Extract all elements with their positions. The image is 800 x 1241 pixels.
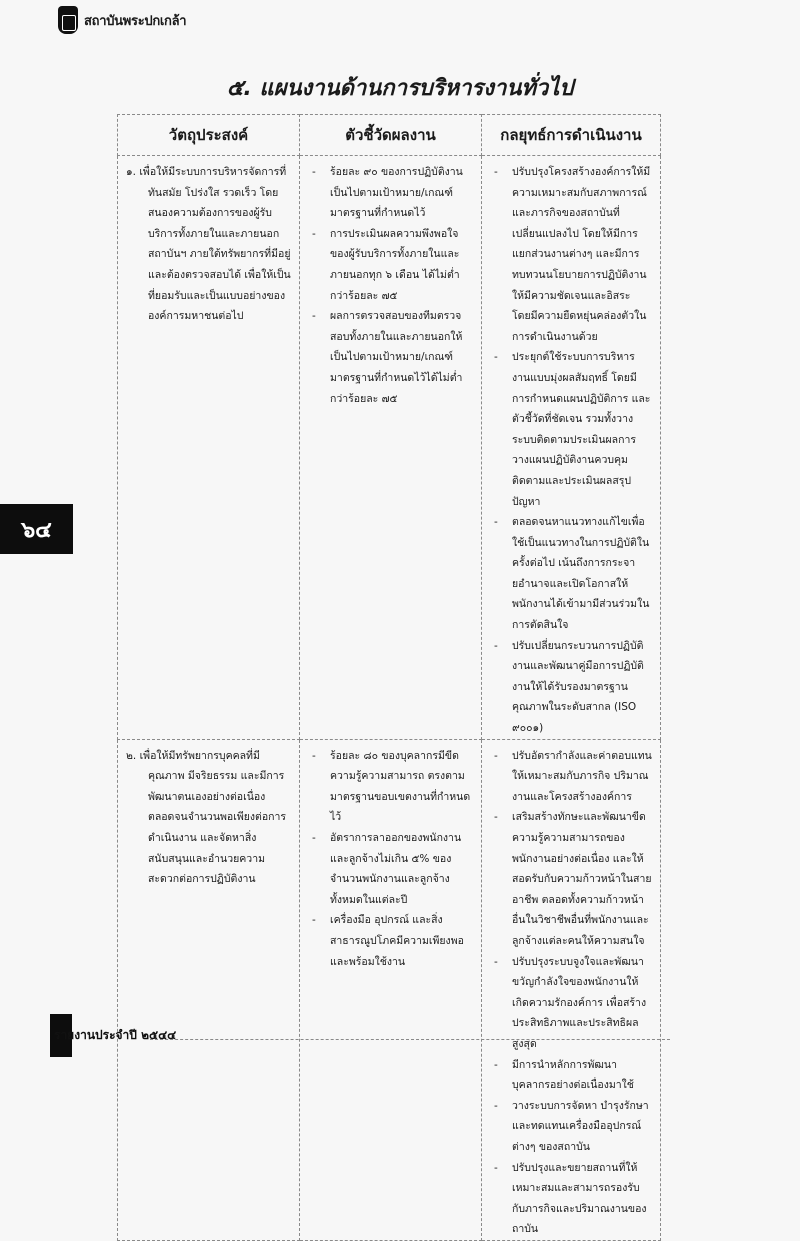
indicator-item: - ร้อยละ ๘๐ ของบุคลากรมีขีดความรู้ความสามารถ ตรงตามมาตรฐานขอบเขตงานที่กำหนดไว้ [308, 746, 473, 828]
indicators-cell [300, 739, 482, 1240]
column-header-objective: วัตถุประสงค์ [118, 115, 300, 156]
table-header-row [118, 115, 661, 156]
indicators-cell [300, 156, 482, 740]
page-footer [50, 1014, 670, 1057]
footer-rule [150, 1039, 670, 1040]
page-title: ๕. แผนงานด้านการบริหารงานทั่วไป [226, 76, 574, 101]
table-row [118, 156, 661, 740]
strategies-cell [482, 739, 661, 1240]
objective-cell [118, 739, 300, 1240]
strategy-item: - ปรับปรุงและขยายสถานที่ให้เหมาะสมและสามารถรองรับกับภารกิจและปริมาณงานของถาบัน [490, 1158, 652, 1240]
page-number-tab: ๖๔ [0, 504, 73, 554]
strategy-item: - มีการนำหลักการพัฒนาบุคลากรอย่างต่อเนื่องมาใช้ [490, 1055, 652, 1096]
objective-text: ๑. เพื่อให้มีระบบการบริหารจัดการที่ทันสมัย โปร่งใส รวดเร็ว โดยสนองความต้องการของผู้รับบริการทั้งภายในและภายนอกสถาบันฯ ภายใต้ทรัพยากรที่มีอยู่ และต้องตรวจสอบได้ เพื่อให้เป็นที่ยอมรับและเป็นแบบอย่างขององค์การมหาชนต่อไป [126, 166, 291, 323]
table-row [118, 739, 661, 1240]
indicator-item: - ร้อยละ ๙๐ ของการปฏิบัติงานเป็นไปตามเป้าหมาย/เกณฑ์มาตรฐานที่กำหนดไว้ [308, 162, 473, 224]
strategy-item: - เสริมสร้างทักษะและพัฒนาขีดความรู้ความสามารถของพนักงานอย่างต่อเนื่อง และให้สอดรับกับความก้าวหน้าในสายอาชีพ ตลอดทั้งความก้าวหน้าอื่นในวิชาชีพอื่นที่พนักงานและลูกจ้างแต่ละคนให้ความสนใจ [490, 807, 652, 951]
strategy-item: - ปรับอัตรากำลังและค่าตอบแทนให้เหมาะสมกับภารกิจ ปริมาณงานและโครงสร้างองค์การ [490, 746, 652, 808]
objective-cell [118, 156, 300, 740]
indicator-item: - การประเมินผลความพึงพอใจของผู้รับบริการทั้งภายในและภายนอกทุก ๖ เดือน ได้ไม่ต่ำกว่าร้อยละ ๗๕ [308, 224, 473, 306]
page-header [58, 6, 186, 34]
indicator-item: - ผลการตรวจสอบของทีมตรวจสอบทั้งภายในและภายนอกให้เป็นไปตามเป้าหมาย/เกณฑ์มาตรฐานที่กำหนดไว้ได้ไม่ต่ำกว่าร้อยละ ๗๕ [308, 306, 473, 409]
org-name: สถาบันพระปกเกล้า [84, 13, 187, 29]
footer-text: รายงานประจำปี ๒๕๔๔ [54, 1028, 177, 1042]
strategy-item: - ปรับปรุงระบบจูงใจและพัฒนาขวัญกำลังใจของพนักงานให้เกิดความรักองค์การ เพื่อสร้างประสิทธิภาพและประสิทธิผลสูงสุด [490, 952, 652, 1055]
strategy-item: - ปรับเปลี่ยนกระบวนการปฏิบัติงานและพัฒนาคู่มือการปฏิบัติงานให้ได้รับรองมาตรฐานคุณภาพในระดับสากล (ISO ๙๐๐๑) [490, 636, 652, 739]
strategy-item: - ตลอดจนหาแนวทางแก้ไขเพื่อใช้เป็นแนวทางในการปฏิบัติในครั้งต่อไป เน้นถึงการกระจายอำนาจและเปิดโอกาสให้พนักงานได้เข้ามามีส่วนร่วมในการตัดสินใจ [490, 512, 652, 636]
objective-text: ๒. เพื่อให้มีทรัพยากรบุคคลที่มีคุณภาพ มีจริยธรรม และมีการพัฒนาตนเองอย่างต่อเนื่อง ตลอดจนจำนวนพอเพียงต่อการดำเนินงาน และจัดหาสิ่งสนับสนุนและอำนวยความสะดวกต่อการปฏิบัติงาน [126, 749, 287, 886]
plan-table [117, 114, 661, 1241]
column-header-strategies: กลยุทธ์การดำเนินงาน [482, 115, 661, 156]
indicator-item: - อัตราการลาออกของพนักงานและลูกจ้างไม่เกิน ๕% ของจำนวนพนักงานและลูกจ้างทั้งหมดในแต่ละปี [308, 828, 473, 910]
strategy-item: - ประยุกต์ใช้ระบบการบริหารงานแบบมุ่งผลสัมฤทธิ์ โดยมีการกำหนดแผนปฏิบัติการ และตัวชี้วัดที่ชัดเจน รวมทั้งวางระบบติดตามประเมินผลการวางแผนปฏิบัติงานควบคุมติดตามและประเมินผลสรุปปัญหา [490, 347, 652, 512]
strategy-item: - ปรับปรุงโครงสร้างองค์การให้มีความเหมาะสมกับสภาพการณ์และภารกิจของสถาบันที่เปลี่ยนแปลงไป โดยให้มีการแยกส่วนงานต่างๆ และมีการทบทวนนโยบายการปฏิบัติงานให้มีความชัดเจนและอิสระ โดยมีความยืดหยุ่นคล่องตัวในการดำเนินงานด้วย [490, 162, 652, 347]
strategies-cell [482, 156, 661, 740]
indicator-item: - เครื่องมือ อุปกรณ์ และสิ่งสาธารณูปโภคมีความเพียงพอและพร้อมใช้งาน [308, 910, 473, 972]
institute-seal-icon [58, 6, 78, 34]
strategy-item: - วางระบบการจัดหา บำรุงรักษาและทดแทนเครื่องมืออุปกรณ์ต่างๆ ของสถาบัน [490, 1096, 652, 1158]
column-header-indicators: ตัวชี้วัดผลงาน [300, 115, 482, 156]
